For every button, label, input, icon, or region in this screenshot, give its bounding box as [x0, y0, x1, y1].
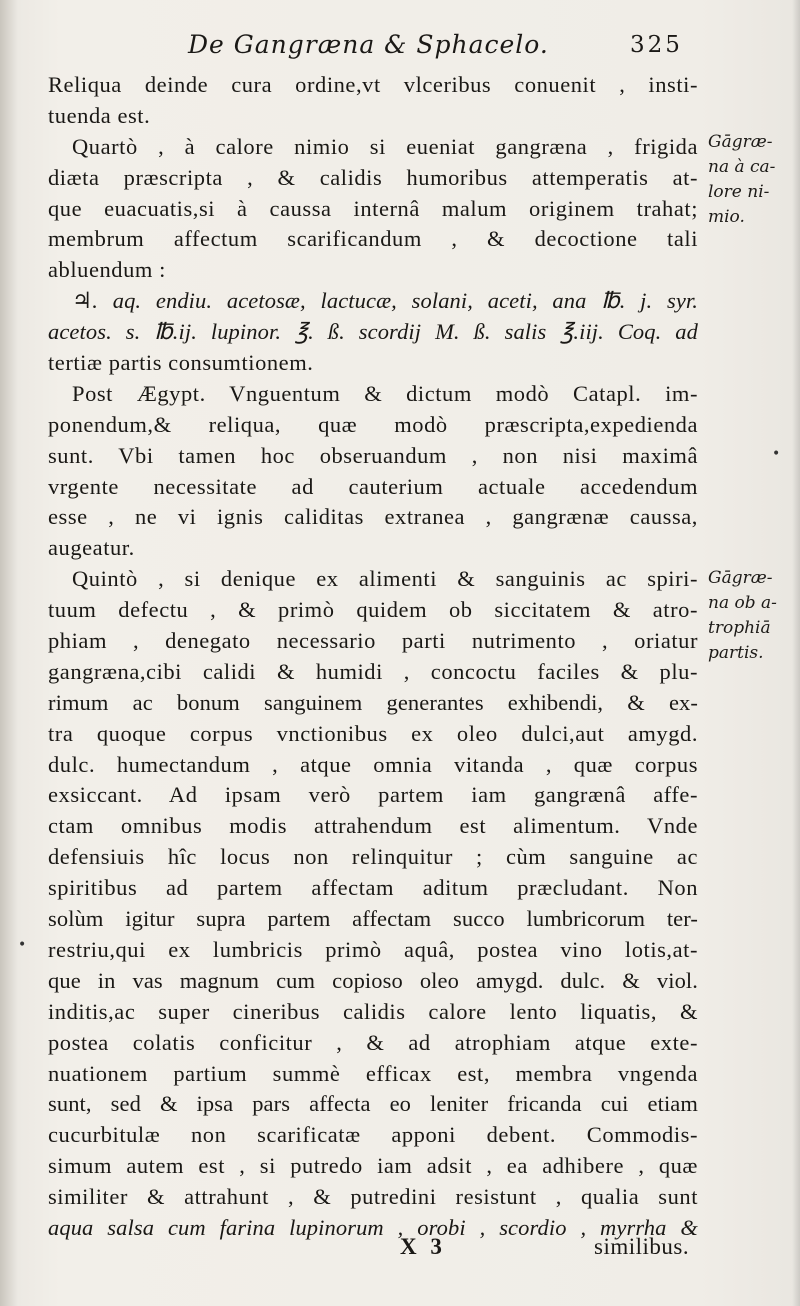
margin-note-line: trophiā [708, 618, 771, 638]
recipe-line: acetos. s. ℔.ij. lupinor. ℥. ß. scordij M. ß. salis ℥.iij. Coq. ad [48, 319, 698, 345]
margin-note-line: na ob a- [708, 593, 777, 613]
margin-note-line: partis. [708, 643, 764, 663]
text-line: ctam omnibus modis attrahendum est alimentum. Vnde [48, 813, 698, 839]
text-line: postea colatis conficitur , & ad atrophiam atque exte- [48, 1029, 698, 1055]
text-line: spiritibus ad partem affectam aditum præcludant. Non [48, 875, 698, 901]
catchword: similibus. [594, 1234, 690, 1259]
margin-note-line: mio. [708, 207, 745, 227]
running-head [0, 30, 800, 66]
text-line: tra quoque corpus vnctionibus ex oleo dulci,aut amygd. [48, 720, 698, 746]
text-line: vrgente necessitate ad cauterium actuale accedendum [48, 473, 698, 499]
margin-note-line: na à ca- [708, 157, 776, 177]
text-line: que in vas magnum cum copioso oleo amygd. dulc. & viol. [48, 967, 698, 993]
page-number: 325 [630, 32, 683, 58]
text-line: augeatur. [48, 535, 135, 561]
text-line: membrum affectum scarificandum , & decoctione tali [48, 226, 698, 252]
recipe-line: ♃. aq. endiu. acetosæ, lactucæ, solani, aceti, ana ℔. j. syr. [72, 288, 698, 314]
text-line: tuenda est. [48, 102, 151, 128]
text-line: solùm igitur supra partem affectam succo lumbricorum ter- [48, 906, 698, 932]
text-line: simum autem est , si putredo iam adsit , ea adhibere , quæ [48, 1153, 698, 1179]
text-line: Post Ægypt. Vnguentum & dictum modò Catapl. im- [72, 380, 698, 406]
margin-note-line: Gāgræ- [708, 132, 773, 152]
text-line: aqua salsa cum farina lupinorum , orobi , scordio , myrrha & [48, 1214, 698, 1240]
text-line: sunt. Vbi tamen hoc obseruandum , non nisi maximâ [48, 442, 698, 468]
body-text [48, 70, 698, 1244]
text-line: Reliqua deinde cura ordine,vt vlceribus conuenit , insti- [48, 72, 698, 97]
text-line: esse , ne vi ignis caliditas extranea , gangrænæ caussa, [48, 504, 698, 530]
text-line: exsiccant. Ad ipsam verò partem iam gangrænâ affe- [48, 782, 698, 808]
text-line: gangræna,cibi calidi & humidi , concoctu faciles & plu- [48, 658, 698, 684]
text-line: cucurbitulæ non scarificatæ apponi debent. Commodis- [48, 1122, 698, 1148]
text-line: tuum defectu , & primò quidem ob siccitatem & atro- [48, 597, 698, 623]
text-line: dulc. humectandum , atque omnia vitanda , quæ corpus [48, 751, 698, 777]
text-line: diæta præscripta , & calidis humoribus attemperatis at- [48, 164, 698, 190]
text-line: rimum ac bonum sanguinem generantes exhibendi, & ex- [48, 689, 698, 715]
text-line: similiter & attrahunt , & putredini resistunt , qualia sunt [48, 1184, 698, 1210]
text-line: abluendum : [48, 257, 166, 283]
margin-note-line: lore ni- [708, 182, 770, 202]
text-line: inditis,ac super cineribus calidis calore lento liquatis, & [48, 998, 698, 1024]
text-line: restriu,qui ex lumbricis primò aquâ, postea vino lotis,at- [48, 936, 698, 962]
margin-dot-mark: • [772, 446, 781, 462]
margin-note-gangraena-atrophia [708, 566, 800, 666]
running-head-title: De Gangræna & Sphacelo. [188, 30, 549, 59]
text-line: Quintò , si denique ex alimenti & sanguinis ac spiri- [72, 566, 698, 592]
text-line: ponendum,& reliqua, quæ modò præscripta,expedienda [48, 411, 698, 437]
text-line: defensiuis hîc locus non relinquitur ; cùm sanguine ac [48, 844, 698, 870]
margin-note-gangraena-calore [708, 130, 800, 230]
text-line: que euacuatis,si à caussa internâ malum originem trahat; [48, 195, 698, 221]
margin-dot-mark: • [18, 937, 27, 953]
recipe-line: tertiæ partis consumtionem. [48, 350, 314, 376]
text-line: Quartò , à calore nimio si eueniat gangræna , frigida [72, 133, 698, 159]
text-line: phiam , denegato necessario parti nutrimento , oriatur [48, 628, 698, 654]
signature-mark: X 3 [400, 1234, 446, 1259]
text-line: sunt, sed & ipsa pars affecta eo leniter fricanda cui etiam [48, 1091, 698, 1117]
text-line: nuationem partium summè efficax est, membra vngenda [48, 1060, 698, 1086]
margin-note-line: Gāgræ- [708, 568, 773, 588]
